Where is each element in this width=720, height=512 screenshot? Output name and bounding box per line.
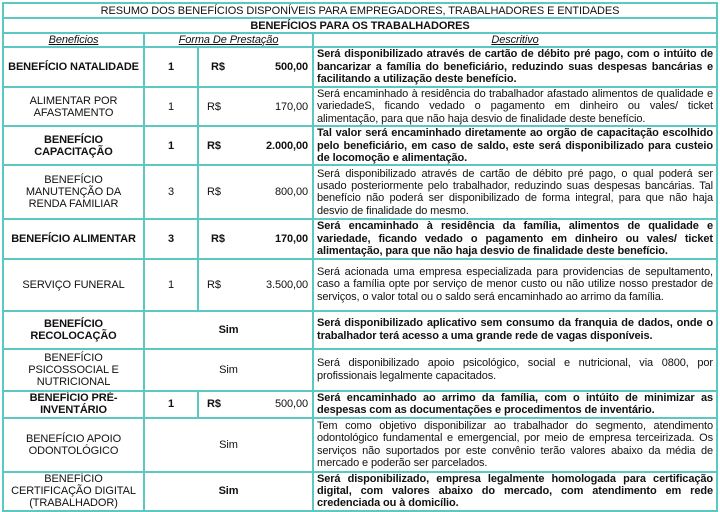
benefit-qty: 3 [144, 165, 198, 219]
benefit-name: BENEFÍCIO ALIMENTAR [3, 219, 144, 258]
benefit-qty: 1 [144, 259, 198, 311]
benefits-table [2, 2, 718, 512]
benefit-sim: Sim [144, 472, 313, 511]
benefit-name: BENEFÍCIO NATALIDADE [3, 47, 144, 87]
currency-label: R$ [211, 233, 225, 246]
table-subtitle: BENEFÍCIOS PARA OS TRABALHADORES [3, 18, 717, 33]
benefit-value [198, 391, 313, 418]
currency-label: R$ [207, 398, 221, 411]
table-row [3, 472, 717, 511]
benefit-qty: 1 [144, 126, 198, 165]
table-row [3, 311, 717, 349]
amount: 170,00 [274, 233, 308, 246]
currency-label: R$ [207, 186, 221, 199]
amount: 800,00 [274, 186, 308, 199]
benefit-sim: Sim [144, 418, 313, 472]
benefit-name: BENEFÍCIO PSICOSSOCIAL E NUTRICIONAL [3, 349, 144, 391]
benefit-value [198, 219, 313, 258]
benefit-value [198, 165, 313, 219]
benefit-qty: 1 [144, 391, 198, 418]
column-header-descritivo: Descritivo [313, 33, 717, 47]
table-title: RESUMO DOS BENEFÍCIOS DISPONÍVEIS PARA EMPREGADORES, TRABALHADORES E ENTIDADES [3, 3, 717, 18]
benefit-description: Será disponibilizado através de cartão de débito pré pago, o qual poderá ser usado posteriormente pelo trabalhador, reduzindo suas despesas bancárias. Tal benefício não poderá ser disponibilizado de forma integral, para que não haja desvio de finalidade do mesmo. [313, 165, 717, 219]
benefit-description: Será encaminhado à residência da família, alimentos de qualidade e variedade, ficando vedado o pagamento em dinheiro ou vales/ ticket alimentação, para que não haja desvio de finalidade deste benefício. [313, 219, 717, 258]
amount: 500,00 [274, 398, 308, 411]
benefit-value [198, 87, 313, 126]
currency-label: R$ [207, 278, 221, 291]
benefit-description: Será disponibilizado apoio psicológico, social e nutricional, via 0800, por profissionais legalmente capacitados. [313, 349, 717, 391]
benefit-description: Será encaminhado à residência do trabalhador afastado alimentos de qualidade e variedadeS, ficando vedado o pagamento em dinheiro ou vales/ ticket alimentação, para que não haja desvio de finalidade deste benefício. [313, 87, 717, 126]
amount: 500,00 [274, 61, 308, 73]
benefit-qty: 3 [144, 219, 198, 258]
benefit-description: Será encaminhado ao arrimo da família, com o intúito de minimizar as despesas com as documentações e procedimentos de inventário. [313, 391, 717, 418]
benefit-name: SERVIÇO FUNERAL [3, 259, 144, 311]
table-row [3, 87, 717, 126]
table-row [3, 165, 717, 219]
currency-label: R$ [207, 100, 221, 113]
benefit-sim: Sim [144, 349, 313, 391]
benefit-description: Será acionada uma empresa especializada para providencias de sepultamento, caso a família opte por serviço de menor custo ou não utilize nosso prestador de serviços, o valor total ou o saldo será encaminhado ao arrimo da família. [313, 259, 717, 311]
benefit-description: Será disponibilizado através de cartão de débito pré pago, com o intúito de bancarizar a família do beneficiário, reduzindo suas despesas bancárias e facilitando a utilização deste benefício. [313, 47, 717, 87]
column-header-beneficios: Beneficios [3, 33, 144, 47]
table-row [3, 349, 717, 391]
table-row [3, 391, 717, 418]
benefit-description: Será disponibilizado, empresa legalmente homologada para certificação digital, com valores abaixo do mercado, com atendimento em rede credenciada ou à domicílio. [313, 472, 717, 511]
benefit-value [198, 47, 313, 87]
table-row [3, 219, 717, 258]
table-row [3, 418, 717, 472]
currency-label: R$ [207, 139, 221, 152]
benefit-sim: Sim [144, 311, 313, 349]
benefit-name: BENEFÍCIO CERTIFICAÇÃO DIGITAL (TRABALHADOR) [3, 472, 144, 511]
benefit-description: Tal valor será encaminhado diretamente ao orgão de capacitação escolhido pelo beneficiário, em caso de saldo, este será disponibilizado para custeio de locomoção e alimentação. [313, 126, 717, 165]
title-row [3, 3, 717, 18]
benefit-description: Será disponibilizado aplicativo sem consumo da franquia de dados, onde o trabalhador terá acesso a uma grande rede de vagas disponíveis. [313, 311, 717, 349]
benefit-name: ALIMENTAR POR AFASTAMENTO [3, 87, 144, 126]
table-row [3, 126, 717, 165]
benefit-name: BENEFÍCIO MANUTENÇÃO DA RENDA FAMILIAR [3, 165, 144, 219]
amount: 3.500,00 [265, 278, 308, 291]
benefit-name: BENEFÍCIO APOIO ODONTOLÓGICO [3, 418, 144, 472]
table-row [3, 47, 717, 87]
amount: 2.000,00 [265, 139, 308, 152]
amount: 170,00 [274, 100, 308, 113]
benefit-name: BENEFÍCIO PRÉ-INVENTÁRIO [3, 391, 144, 418]
column-header-forma: Forma De Prestação [144, 33, 313, 47]
benefit-description: Tem como objetivo disponibilizar ao trabalhador do segmento, atendimento odontológico fundamental e emergencial, por meio de empresa terceirizada. Os serviços não suportados por este convênio terão valores abaixo da média de mercado e poderão ser parcelados. [313, 418, 717, 472]
currency-label: R$ [211, 61, 225, 73]
header-row [3, 33, 717, 47]
benefit-value [198, 259, 313, 311]
benefit-name: BENEFÍCIO RECOLOCAÇÃO [3, 311, 144, 349]
table-row [3, 259, 717, 311]
benefit-qty: 1 [144, 87, 198, 126]
benefit-qty: 1 [144, 47, 198, 87]
benefit-value [198, 126, 313, 165]
subtitle-row [3, 18, 717, 33]
benefit-name: BENEFÍCIO CAPACITAÇÃO [3, 126, 144, 165]
